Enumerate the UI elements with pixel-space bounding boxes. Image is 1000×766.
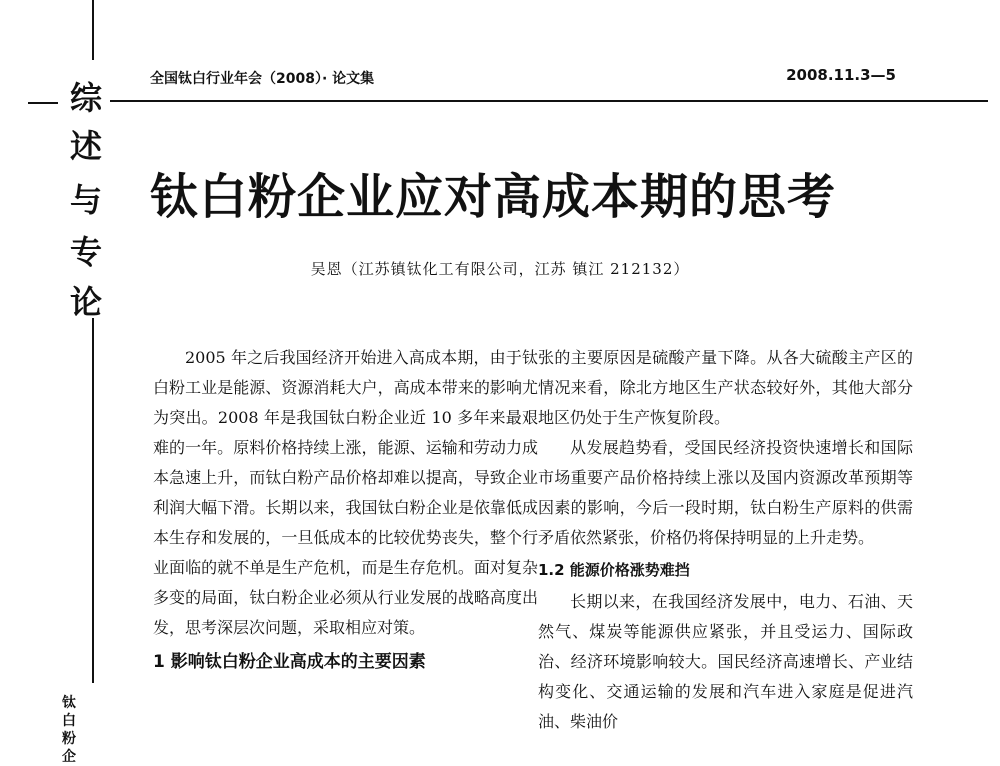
section-char-5: 论 (69, 283, 102, 321)
sidebar-rule-bottom (92, 318, 94, 683)
section-char-1: 综 (69, 79, 102, 117)
energy-paragraph: 长期以来，在我国经济发展中，电力、石油、天然气、煤炭等能源供应紧张，并且受运力、国际政治、经济环境影响较大。国民经济高速增长、产业结构变化、交通运输的发展和汽车进入家庭是促进汽油、柴油价 (538, 592, 913, 731)
right-column (538, 343, 913, 737)
author-affiliation: 吴恩（江苏镇钛化工有限公司，江苏 镇江 212132） (310, 260, 690, 278)
intro-paragraph: 2005 年之后我国经济开始进入高成本期，由于钛白粉工业是能源、资源消耗大户，高成本带来的影响尤为突出。2008 年是我国钛白粉企业近 10 多年来最艰难的一年。原料价格持续上涨，能源、运输和劳动力成本急速上升，而钛白粉产品价格却难以提高，导致企业利润大幅下滑。长期以来，我国钛白粉企业是依靠低成本生存和发展的，一旦低成本的比较优势丧失，整个行业面临的就不单是生产危机，而是生存危机。面对复杂多变的局面，钛白粉企业必须从行业发展的战略高度出发，思考深层次问题，采取相应对策。 (153, 348, 538, 637)
section-char-4: 专 (69, 233, 102, 271)
section-heading-1: 1 影响钛白粉企业高成本的主要因素 (153, 652, 426, 672)
running-title-char-4: 企 (62, 749, 76, 765)
continued-paragraph: 张的主要原因是硫酸产量下降。从各大硫酸主产区的情况来看，除北方地区生产状态较好外，其他大部分地区仍处于生产恢复阶段。 (538, 348, 913, 427)
trend-paragraph: 从发展趋势看，受国民经济投资快速增长和国际市场重要产品价格持续上涨以及国内资源改革预期等因素的影响，今后一段时期，钛白粉生产原料的供需矛盾依然紧张，价格仍将保持明显的上升走势。 (538, 438, 913, 547)
section-char-2: 述 (69, 127, 102, 165)
running-title-char-3: 粉 (62, 731, 76, 747)
sidebar-tick (28, 102, 58, 104)
conference-date: 2008.11.3—5 (786, 66, 896, 84)
section-heading-1-2: 1.2 能源价格涨势难挡 (538, 561, 690, 579)
running-title-char-2: 白 (62, 713, 76, 729)
left-column (153, 343, 538, 677)
section-char-3: 与 (69, 181, 102, 219)
journal-name: 全国钛白行业年会（2008）· 论文集 (150, 71, 375, 87)
sidebar-rule-top (92, 0, 94, 60)
running-title-char-1: 钛 (62, 695, 76, 711)
header-rule (110, 100, 988, 102)
article-title: 钛白粉企业应对高成本期的思考 (150, 169, 837, 225)
